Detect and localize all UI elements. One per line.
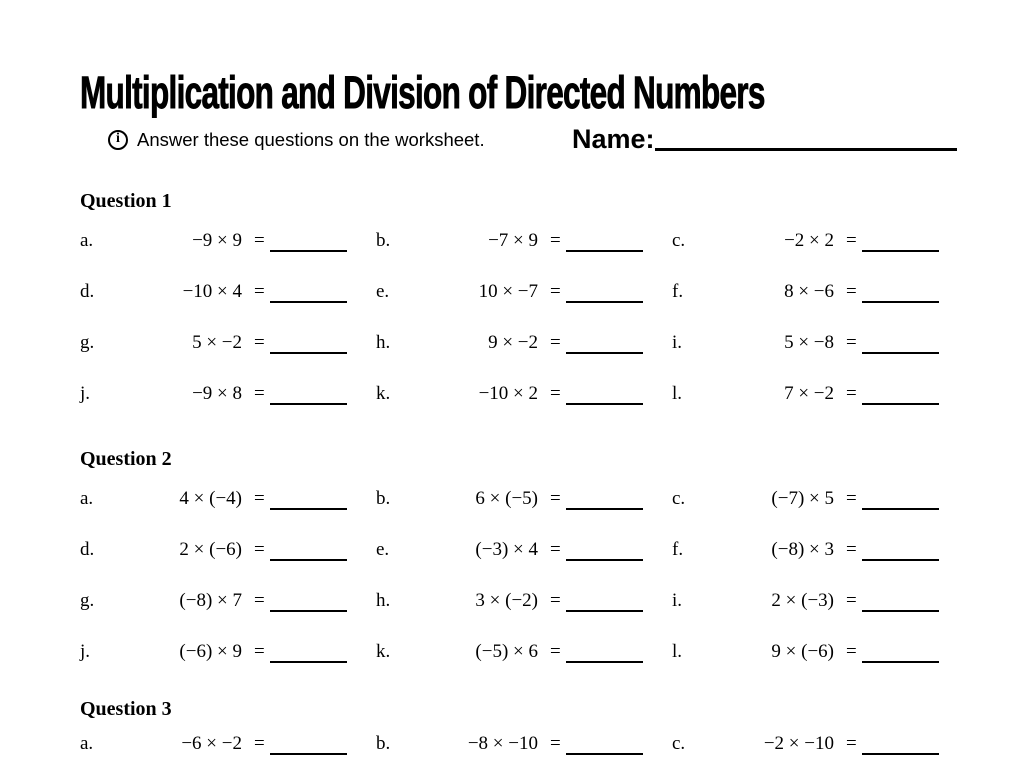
page-title: Multiplication and Division of Directed Numbers xyxy=(80,67,765,118)
problem-expression: −2 × 2 xyxy=(784,230,834,251)
answer-blank[interactable] xyxy=(566,508,643,510)
answer-blank[interactable] xyxy=(862,403,939,405)
problem xyxy=(672,733,968,768)
problem xyxy=(672,332,968,365)
equals-sign: = xyxy=(550,539,561,560)
equals-sign: = xyxy=(846,488,857,509)
problem-label: d. xyxy=(80,539,95,560)
problem-row xyxy=(80,314,980,365)
equals-sign: = xyxy=(550,488,561,509)
problem-expression: 4 × (−4) xyxy=(179,488,242,509)
problem-label: k. xyxy=(376,383,391,404)
equals-sign: = xyxy=(254,733,265,754)
name-row xyxy=(572,124,957,154)
problem-label: l. xyxy=(672,641,683,662)
problem xyxy=(80,539,376,572)
problem-row xyxy=(80,720,980,768)
equals-sign: = xyxy=(846,383,857,404)
answer-blank[interactable] xyxy=(566,661,643,663)
answer-blank[interactable] xyxy=(862,508,939,510)
problem-label: a. xyxy=(80,488,94,509)
question-heading: Question 3 xyxy=(80,698,172,720)
problem-label: e. xyxy=(376,539,390,560)
problem-label: h. xyxy=(376,590,391,611)
info-icon-glyph: i xyxy=(116,131,120,146)
problem-row xyxy=(80,263,980,314)
answer-blank[interactable] xyxy=(862,610,939,612)
problem xyxy=(672,488,968,521)
problem-row xyxy=(80,365,980,416)
problem xyxy=(376,383,672,416)
problem xyxy=(376,590,672,623)
problem xyxy=(376,230,672,263)
problem xyxy=(376,281,672,314)
answer-blank[interactable] xyxy=(862,250,939,252)
answer-blank[interactable] xyxy=(566,250,643,252)
answer-blank[interactable] xyxy=(566,352,643,354)
problem-row xyxy=(80,623,980,674)
problem-row xyxy=(80,572,980,623)
equals-sign: = xyxy=(254,332,265,353)
instruction-text: Answer these questions on the worksheet. xyxy=(137,129,485,150)
problem xyxy=(80,383,376,416)
answer-blank[interactable] xyxy=(270,352,347,354)
name-label: Name: xyxy=(572,124,655,154)
equals-sign: = xyxy=(550,733,561,754)
equals-sign: = xyxy=(254,539,265,560)
problem-label: i. xyxy=(672,590,683,611)
problem-label: j. xyxy=(80,383,91,404)
equals-sign: = xyxy=(254,590,265,611)
question-block xyxy=(80,448,980,674)
problem xyxy=(672,590,968,623)
equals-sign: = xyxy=(254,488,265,509)
problem-label: h. xyxy=(376,332,391,353)
problem-expression: (−3) × 4 xyxy=(475,539,538,560)
problem-expression: −9 × 9 xyxy=(192,230,242,251)
equals-sign: = xyxy=(550,230,561,251)
problem-label: f. xyxy=(672,281,684,302)
problem-label: g. xyxy=(80,590,95,611)
problem-row xyxy=(80,212,980,263)
problem-label: l. xyxy=(672,383,683,404)
problem-row xyxy=(80,521,980,572)
answer-blank[interactable] xyxy=(270,508,347,510)
equals-sign: = xyxy=(846,332,857,353)
problem-expression: 7 × −2 xyxy=(784,383,834,404)
problem-expression: 9 × (−6) xyxy=(771,641,834,662)
problem-label: b. xyxy=(376,733,391,754)
problem-label: g. xyxy=(80,332,95,353)
problem-expression: −6 × −2 xyxy=(181,733,242,754)
problem xyxy=(672,383,968,416)
problem-expression: 2 × (−6) xyxy=(179,539,242,560)
question-block xyxy=(80,190,980,416)
problem-expression: 9 × −2 xyxy=(488,332,538,353)
problem-expression: 2 × (−3) xyxy=(771,590,834,611)
problem-label: c. xyxy=(672,230,686,251)
answer-blank[interactable] xyxy=(270,753,347,755)
equals-sign: = xyxy=(550,383,561,404)
equals-sign: = xyxy=(550,281,561,302)
problem-label: d. xyxy=(80,281,95,302)
problem-expression: (−8) × 3 xyxy=(771,539,834,560)
problem xyxy=(376,641,672,674)
equals-sign: = xyxy=(550,641,561,662)
problem-label: c. xyxy=(672,733,686,754)
problem-expression: −7 × 9 xyxy=(488,230,538,251)
problem xyxy=(80,488,376,521)
equals-sign: = xyxy=(254,641,265,662)
answer-blank[interactable] xyxy=(270,301,347,303)
equals-sign: = xyxy=(846,230,857,251)
answer-blank[interactable] xyxy=(862,661,939,663)
problem xyxy=(672,641,968,674)
problem-label: i. xyxy=(672,332,683,353)
problem xyxy=(376,332,672,365)
problem xyxy=(672,230,968,263)
equals-sign: = xyxy=(846,733,857,754)
problem-expression: 3 × (−2) xyxy=(475,590,538,611)
problem-expression: (−6) × 9 xyxy=(179,641,242,662)
info-icon xyxy=(108,130,128,150)
answer-blank[interactable] xyxy=(270,610,347,612)
answer-blank[interactable] xyxy=(862,301,939,303)
problem-label: e. xyxy=(376,281,390,302)
problem xyxy=(672,281,968,314)
problem-expression: (−5) × 6 xyxy=(475,641,538,662)
problem-label: b. xyxy=(376,488,391,509)
problem-expression: 6 × (−5) xyxy=(475,488,538,509)
answer-blank[interactable] xyxy=(270,661,347,663)
question-heading: Question 1 xyxy=(80,190,172,212)
problem-expression: −10 × 4 xyxy=(182,281,242,302)
problem-label: a. xyxy=(80,230,94,251)
equals-sign: = xyxy=(846,590,857,611)
equals-sign: = xyxy=(254,281,265,302)
problem-label: f. xyxy=(672,539,684,560)
problem xyxy=(80,590,376,623)
equals-sign: = xyxy=(846,539,857,560)
problem xyxy=(80,332,376,365)
answer-blank[interactable] xyxy=(566,559,643,561)
answer-blank[interactable] xyxy=(862,352,939,354)
problem-label: j. xyxy=(80,641,91,662)
problem-row xyxy=(80,470,980,521)
problem xyxy=(376,488,672,521)
instruction-row xyxy=(108,129,485,151)
problem-expression: (−8) × 7 xyxy=(179,590,242,611)
answer-blank[interactable] xyxy=(566,403,643,405)
problem xyxy=(80,733,376,768)
problem-expression: −2 × −10 xyxy=(763,733,834,754)
problem-label: k. xyxy=(376,641,391,662)
problem-expression: 8 × −6 xyxy=(784,281,834,302)
problem-expression: (−7) × 5 xyxy=(771,488,834,509)
question-block xyxy=(80,698,980,768)
equals-sign: = xyxy=(846,641,857,662)
problem xyxy=(80,281,376,314)
problem xyxy=(80,641,376,674)
problem-label: c. xyxy=(672,488,686,509)
equals-sign: = xyxy=(550,332,561,353)
answer-blank[interactable] xyxy=(270,250,347,252)
equals-sign: = xyxy=(550,590,561,611)
answer-blank[interactable] xyxy=(270,559,347,561)
problem-expression: 10 × −7 xyxy=(478,281,538,302)
equals-sign: = xyxy=(254,230,265,251)
problem xyxy=(80,230,376,263)
answer-blank[interactable] xyxy=(270,403,347,405)
answer-blank[interactable] xyxy=(566,753,643,755)
answer-blank[interactable] xyxy=(862,559,939,561)
problem-expression: −10 × 2 xyxy=(478,383,538,404)
problem-label: b. xyxy=(376,230,391,251)
problem-label: a. xyxy=(80,733,94,754)
problem-expression: 5 × −8 xyxy=(784,332,834,353)
problem-expression: 5 × −2 xyxy=(192,332,242,353)
problem xyxy=(376,539,672,572)
answer-blank[interactable] xyxy=(566,610,643,612)
answer-blank[interactable] xyxy=(566,301,643,303)
equals-sign: = xyxy=(846,281,857,302)
question-heading: Question 2 xyxy=(80,448,172,470)
equals-sign: = xyxy=(254,383,265,404)
name-blank[interactable] xyxy=(655,148,957,151)
problem-expression: −9 × 8 xyxy=(192,383,242,404)
problem xyxy=(376,733,672,768)
problem xyxy=(672,539,968,572)
problem-expression: −8 × −10 xyxy=(467,733,538,754)
answer-blank[interactable] xyxy=(862,753,939,755)
